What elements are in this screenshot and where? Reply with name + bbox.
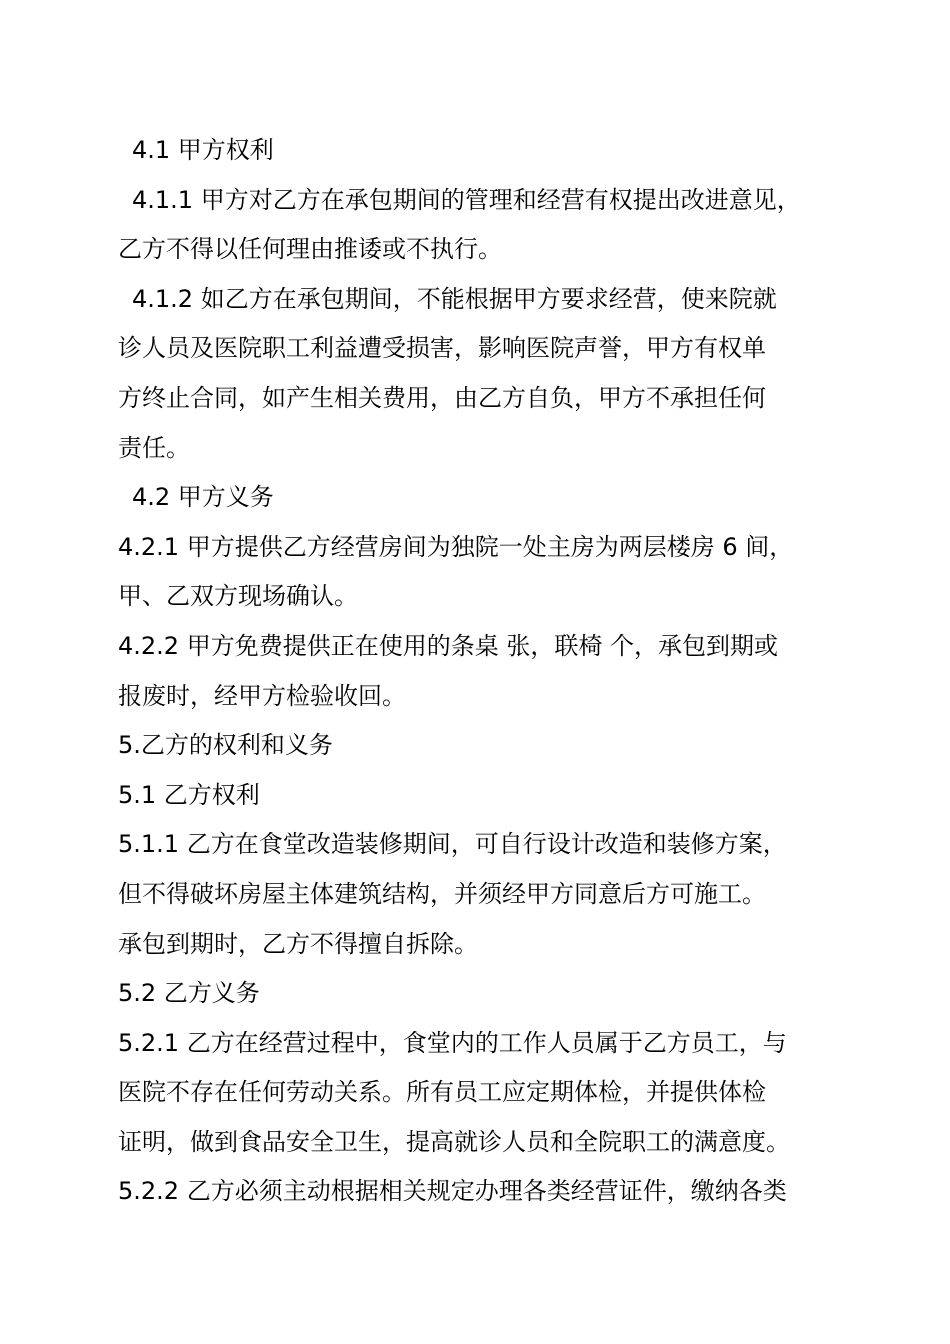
clause-5-2-2-line-1: 5.2.2 乙方必须主动根据相关规定办理各类经营证件，缴纳各类 bbox=[118, 1177, 787, 1206]
clause-4-2-1-line-2: 甲、乙双方现场确认。 bbox=[118, 582, 358, 611]
clause-5-1-1-line-2: 但不得破坏房屋主体建筑结构，并须经甲方同意后方可施工。 bbox=[118, 879, 766, 908]
section-heading-5: 5.乙方的权利和义务 bbox=[118, 731, 333, 760]
clause-4-1-2-line-1: 4.1.2 如乙方在承包期间，不能根据甲方要求经营，使来院就 bbox=[132, 284, 777, 313]
clause-4-1-1-line-1: 4.1.1 甲方对乙方在承包期间的管理和经营有权提出改进意见， bbox=[132, 185, 801, 214]
clause-4-1-2-line-2: 诊人员及医院职工利益遭受损害，影响医院声誉，甲方有权单 bbox=[118, 334, 766, 363]
clause-4-2-2-line-1: 4.2.2 甲方免费提供正在使用的条桌 张，联椅 个，承包到期或 bbox=[118, 631, 778, 660]
clause-4-1-2-line-3: 方终止合同，如产生相关费用，由乙方自负，甲方不承担任何 bbox=[118, 383, 766, 412]
clause-5-2-1-line-1: 5.2.1 乙方在经营过程中，食堂内的工作人员属于乙方员工，与 bbox=[118, 1028, 787, 1057]
clause-4-2-1-line-1: 4.2.1 甲方提供乙方经营房间为独院一处主房为两层楼房 6 间， bbox=[118, 532, 794, 561]
clause-4-2-2-line-2: 报废时，经甲方检验收回。 bbox=[118, 681, 406, 710]
clause-5-1-1-line-3: 承包到期时，乙方不得擅自拆除。 bbox=[118, 929, 478, 958]
clause-5-2-1-line-2: 医院不存在任何劳动关系。所有员工应定期体检，并提供体检 bbox=[118, 1078, 766, 1107]
section-heading-4-1: 4.1 甲方权利 bbox=[132, 136, 274, 164]
section-heading-5-1: 5.1 乙方权利 bbox=[118, 780, 260, 809]
clause-5-2-1-line-3: 证明，做到食品安全卫生，提高就诊人员和全院职工的满意度。 bbox=[118, 1127, 790, 1156]
section-heading-4-2: 4.2 甲方义务 bbox=[132, 483, 274, 512]
clause-4-1-1-line-2: 乙方不得以任何理由推诿或不执行。 bbox=[118, 235, 502, 264]
document-body bbox=[118, 126, 834, 1217]
clause-4-1-2-line-4: 责任。 bbox=[118, 433, 190, 462]
section-heading-5-2: 5.2 乙方义务 bbox=[118, 979, 260, 1008]
clause-5-1-1-line-1: 5.1.1 乙方在食堂改造装修期间，可自行设计改造和装修方案， bbox=[118, 830, 787, 859]
